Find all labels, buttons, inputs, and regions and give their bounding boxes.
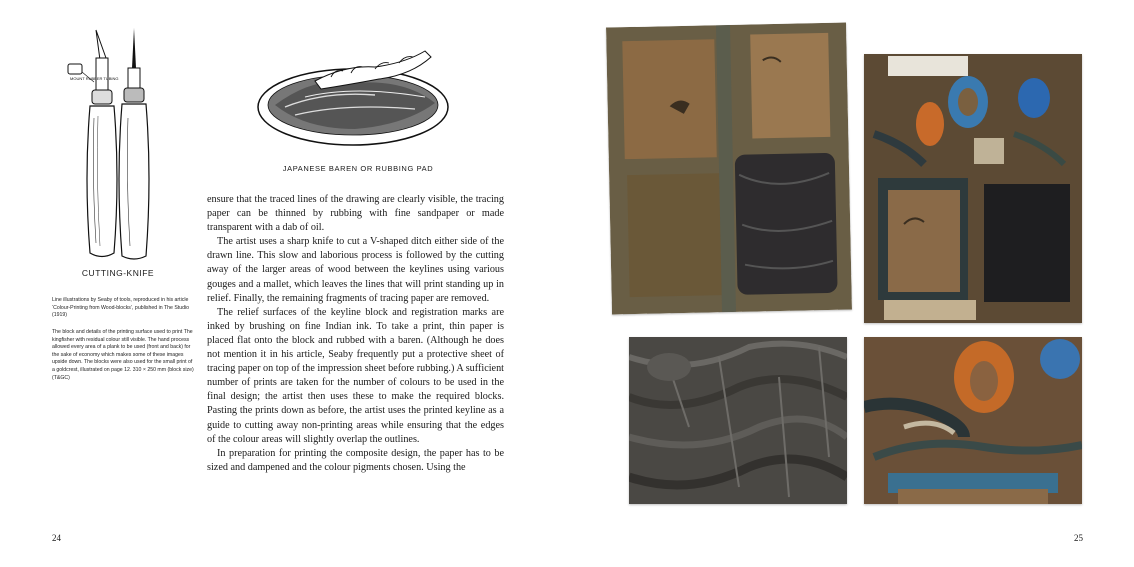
body-text <box>207 193 504 475</box>
cutting-knife-illustration <box>62 28 162 263</box>
block-caption-note: The block and details of the printing surface used to print The kingfisher with residual colour still visible. The hand process allowed every area of a plank to be used (front and back) for the sake of economy which makes some of these images upside down. The blocks were also used for the small print of a goldcrest, illustrated on page 12. 310 × 250 mm (block size) (T&GC) <box>52 329 194 381</box>
paragraph: The artist uses a sharp knife to cut a V-shaped ditch either side of the drawn line. This slow and laborious process is followed by the cutting away of the larger areas of wood between the keylines using various gouges and a mallet, which leaves the lines that will print standing up in relief. Finally, the remaining fragments of tracing paper are removed. <box>207 236 504 304</box>
knife-label: MOUNT RUBBER TUBING <box>70 76 119 81</box>
page-number-right: 25 <box>1074 533 1083 543</box>
baren-illustration <box>255 45 455 155</box>
page-number-left: 24 <box>52 533 61 543</box>
baren-caption: JAPANESE BAREN OR RUBBING PAD <box>282 164 434 173</box>
block-colour-photo <box>864 54 1082 323</box>
block-detail-colour-photo <box>864 337 1082 504</box>
block-front-photo <box>606 23 852 315</box>
paragraph: ensure that the traced lines of the drawing are clearly visible, the tracing paper can be thinned by rubbing with fine sandpaper or made transparent with a dab of oil. <box>207 194 504 234</box>
block-detail-grey-photo <box>629 337 847 504</box>
cutting-knife-caption: CUTTING-KNIFE <box>81 268 155 278</box>
right-page <box>567 0 1134 567</box>
paragraph: In preparation for printing the composite design, the paper has to be sized and dampened and the colour pigments chosen. Using the <box>207 447 504 473</box>
illustration-credit-note: Line illustrations by Seaby of tools, reproduced in his article ‘Colour-Printing from Wood-blocks’, published in The Studio (1919) <box>52 297 190 319</box>
paragraph: The relief surfaces of the keyline block and registration marks are inked by brushing on fine Indian ink. To take a print, thin paper is placed flat onto the block and rubbed with a baren. (Although he does not mention it in his article, Seaby frequently put a protective sheet of tracing paper on top of the impression sheet before rubbing.) A sufficient number of prints are taken for the number of colours to be used in the final design; the artist then uses these to make the required blocks. Pasting the prints down as before, the artist uses the printed keyline as a guide to cutting away non-printing areas while ensuring that the edges of the colour areas will slightly overlap the outlines. <box>207 306 504 445</box>
